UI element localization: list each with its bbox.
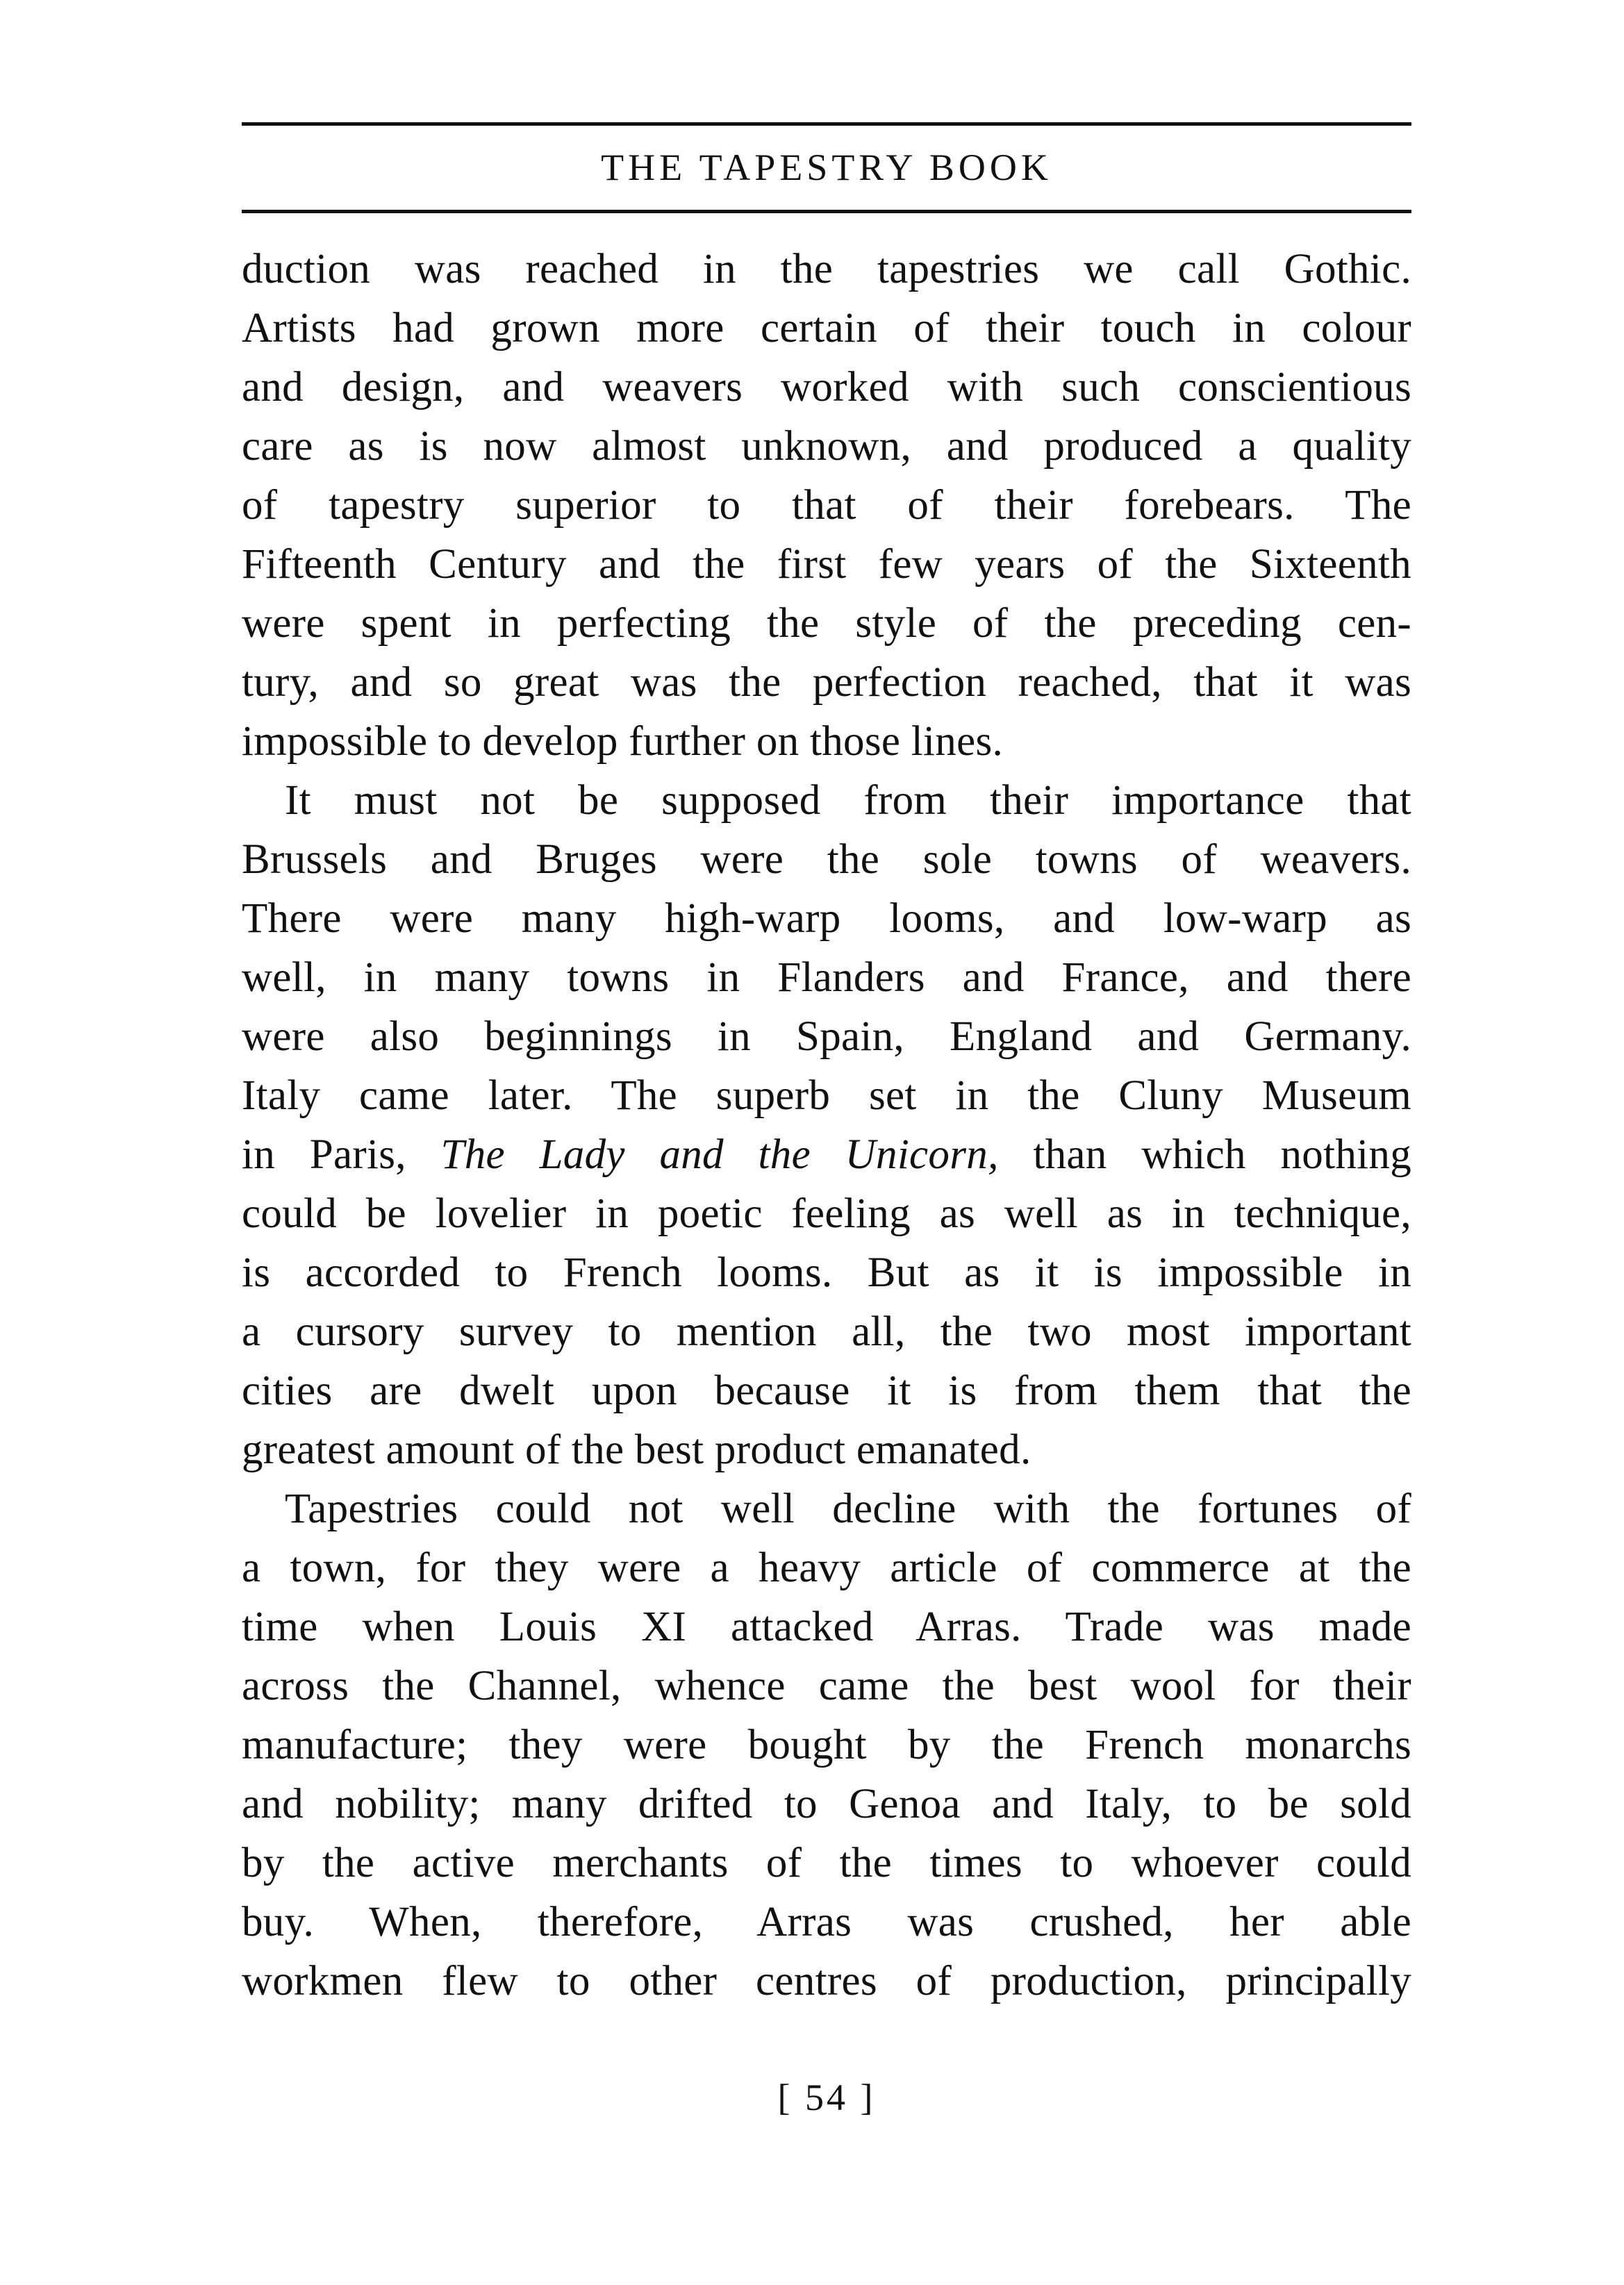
italic-title: The Lady and the Unicorn, (440, 1131, 999, 1178)
paragraph (242, 240, 1411, 771)
text-line: were spent in perfecting the style of the preceding cen- (242, 600, 1411, 647)
text-line: time when Louis XI attacked Arras. Trade was made (242, 1604, 1411, 1650)
text-line: care as is now almost unknown, and produced a quality (242, 423, 1411, 470)
text-line: greatest amount of the best product emanated. (242, 1427, 1031, 1473)
text-line: Tapestries could not well decline with the fortunes of (285, 1486, 1411, 1532)
header-rule-bottom (242, 210, 1411, 213)
text-line: manufacture; they were bought by the French monarchs (242, 1722, 1411, 1768)
text-line: well, in many towns in Flanders and France, and there (242, 954, 1411, 1001)
header-rule-top (242, 122, 1411, 126)
text-line: It must not be supposed from their importance that (285, 777, 1411, 824)
text-line: duction was reached in the tapestries we call Gothic. (242, 246, 1411, 292)
paragraph (242, 1479, 1411, 2011)
text-line: and design, and weavers worked with such conscientious (242, 364, 1411, 410)
text-line: by the active merchants of the times to whoever could (242, 1840, 1411, 1886)
text-line: were also beginnings in Spain, England and Germany. (242, 1013, 1411, 1060)
text-line: could be lovelier in poetic feeling as well as in technique, (242, 1190, 1411, 1237)
text-run: than which nothing (998, 1131, 1411, 1178)
text-line: is accorded to French looms. But as it is impossible in (242, 1249, 1411, 1296)
text-line: tury, and so great was the perfection reached, that it was (242, 659, 1411, 706)
paragraph (242, 771, 1411, 1479)
page-number: [ 54 ] (777, 2077, 876, 2118)
text-line: There were many high-warp looms, and low-warp as (242, 895, 1411, 942)
text-line: of tapestry superior to that of their forebears. The (242, 482, 1411, 529)
text-line: impossible to develop further on those lines. (242, 718, 1004, 765)
running-head: THE TAPESTRY BOOK (601, 147, 1052, 188)
text-line: Artists had grown more certain of their touch in colour (242, 305, 1411, 351)
text-line: Fifteenth Century and the first few years of the Sixteenth (242, 541, 1411, 588)
text-line: buy. When, therefore, Arras was crushed, her able (242, 1899, 1411, 1945)
text-line: and nobility; many drifted to Genoa and Italy, to be sold (242, 1781, 1411, 1827)
text-line: a cursory survey to mention all, the two most important (242, 1308, 1411, 1355)
text-line: Brussels and Bruges were the sole towns of weavers. (242, 836, 1411, 883)
text-run: in Paris, (242, 1131, 441, 1178)
text-line: cities are dwelt upon because it is from them that the (242, 1368, 1411, 1414)
text-line: a town, for they were a heavy article of commerce at the (242, 1545, 1411, 1591)
text-line: workmen flew to other centres of production, principally (242, 1958, 1411, 2004)
text-line: Italy came later. The superb set in the Cluny Museum (242, 1072, 1411, 1119)
text-line: across the Channel, whence came the best wool for their (242, 1663, 1411, 1709)
body-text (242, 240, 1411, 2011)
text-line (242, 1125, 1411, 1184)
